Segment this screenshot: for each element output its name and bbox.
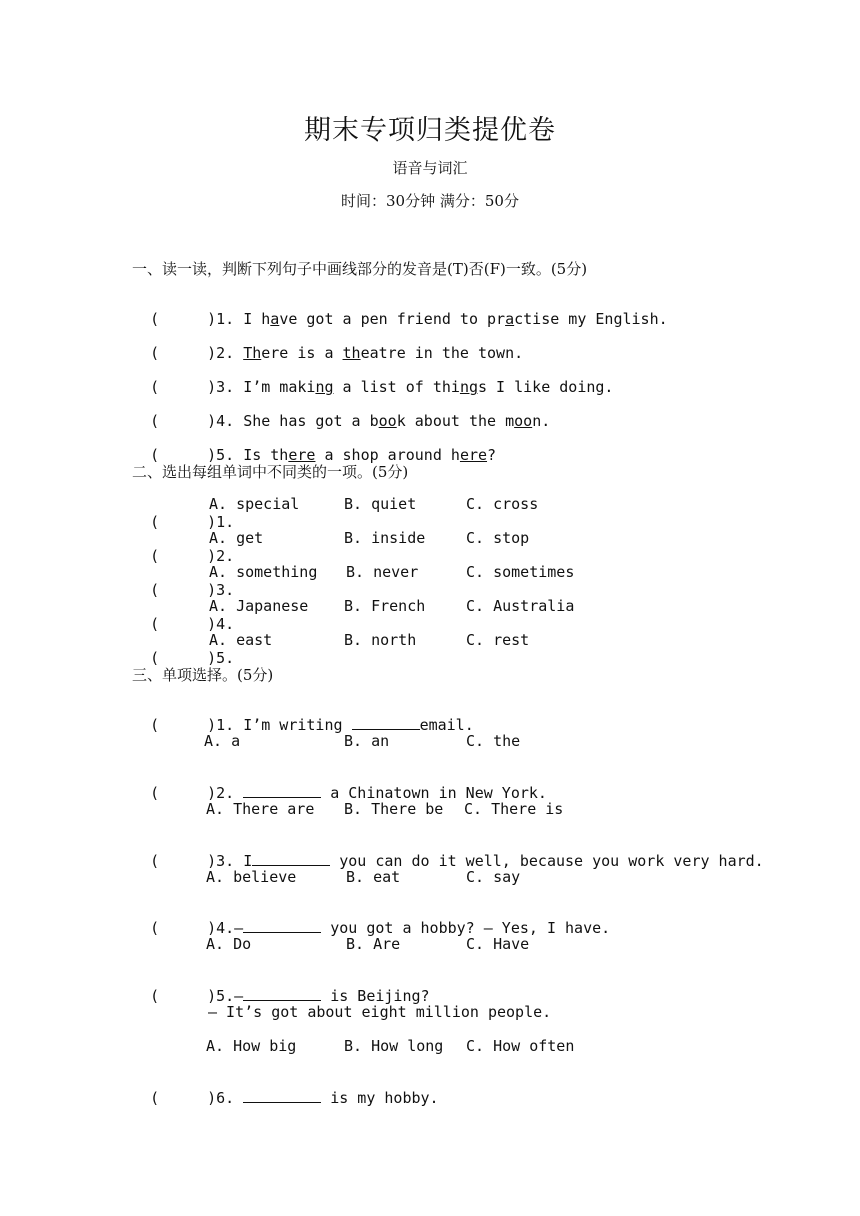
question-number: )2. (207, 344, 235, 362)
option-c: C. cross (466, 495, 539, 513)
question-number: )2. (207, 547, 235, 565)
question-number: )4. (207, 615, 235, 633)
option-a: A. a (204, 732, 241, 750)
answer-paren[interactable]: ( (150, 649, 160, 667)
answer-blank[interactable] (243, 1090, 321, 1103)
underlined-sound: oo (514, 412, 533, 430)
text: you got a hobby? — Yes, I have. (321, 919, 611, 937)
option-b: B. Are (346, 935, 401, 953)
answer-paren[interactable]: ( (150, 1089, 160, 1107)
option-c: C. How often (466, 1037, 575, 1055)
s1-question (132, 428, 496, 464)
s3-options (0, 935, 860, 955)
s1-question (132, 326, 523, 362)
question-number: )1. (207, 716, 235, 734)
option-a: A. get (209, 529, 264, 547)
s3-options (0, 868, 860, 888)
s3-answer-line: — It’s got about eight million people. (208, 1003, 552, 1021)
option-a: A. east (209, 631, 273, 649)
text: I’m maki (243, 378, 316, 396)
option-c: C. Have (466, 935, 530, 953)
option-a: A. special (209, 495, 300, 513)
text: a list of thi (333, 378, 460, 396)
option-c: C. There is (464, 800, 564, 818)
s3-question (132, 901, 610, 937)
option-a: A. Do (206, 935, 252, 953)
section2-heading: 二、选出每组单词中不同类的一项。(5分) (132, 463, 409, 481)
option-c: C. Australia (466, 597, 575, 615)
text: a Chinatown in New York. (321, 784, 547, 802)
text: you can do it well, because you work very hard. (330, 852, 764, 870)
underlined-sound: oo (378, 412, 397, 430)
page-subtitle: 语音与词汇 (392, 159, 468, 177)
answer-paren[interactable]: ( (150, 987, 160, 1005)
s3-question (132, 834, 764, 870)
text: I’m writing (243, 716, 352, 734)
underlined-sound: ng (315, 378, 334, 396)
page-title: 期末专项归类提优卷 (304, 115, 556, 146)
option-b: B. an (344, 732, 390, 750)
underlined-sound: ere (459, 446, 488, 464)
answer-paren[interactable]: ( (150, 581, 160, 599)
option-c: C. the (466, 732, 521, 750)
question-number: )1. (207, 513, 235, 531)
option-c: C. stop (466, 529, 530, 547)
underlined-sound: ng (459, 378, 478, 396)
question-number: )5. (207, 649, 235, 667)
s3-question (132, 1071, 439, 1107)
answer-paren[interactable]: ( (150, 784, 160, 802)
text: email. (419, 716, 474, 734)
text: — (234, 987, 244, 1005)
option-c: C. say (466, 868, 521, 886)
text: — (234, 919, 244, 937)
answer-blank[interactable] (252, 853, 330, 866)
question-number: )6. (207, 1089, 235, 1107)
question-number: )3. (207, 852, 235, 870)
option-b: B. quiet (344, 495, 417, 513)
answer-paren[interactable]: ( (150, 615, 160, 633)
underlined-sound: ere (288, 446, 316, 464)
text: eatre in the town. (360, 344, 524, 362)
s1-question (132, 394, 550, 430)
underlined-sound: Th (243, 344, 262, 362)
answer-paren[interactable]: ( (150, 310, 160, 328)
option-a: A. How big (206, 1037, 297, 1055)
s2-question (132, 495, 732, 531)
text: k about the m (396, 412, 515, 430)
s2-question (132, 597, 732, 633)
answer-paren[interactable]: ( (150, 919, 160, 937)
question-number: )3. (207, 378, 235, 396)
text: is Beijing? (321, 987, 430, 1005)
answer-paren[interactable]: ( (150, 344, 160, 362)
option-b: B. There be (344, 800, 444, 818)
question-number: )2. (207, 784, 235, 802)
text: s I like doing. (478, 378, 614, 396)
answer-paren[interactable]: ( (150, 378, 160, 396)
exam-meta: 时间：30分钟 满分：50分 (341, 192, 519, 210)
option-c: C. sometimes (466, 563, 575, 581)
text: ere is a (261, 344, 343, 362)
text: ve got a pen friend to pr (279, 310, 506, 328)
answer-paren[interactable]: ( (150, 852, 160, 870)
text: Is th (243, 446, 289, 464)
text: She has got a b (243, 412, 379, 430)
text: a shop around h (315, 446, 460, 464)
answer-paren[interactable]: ( (150, 547, 160, 565)
question-number: )3. (207, 581, 235, 599)
answer-paren[interactable]: ( (150, 412, 160, 430)
s3-question (132, 698, 474, 734)
question-number: )4. (207, 919, 235, 937)
answer-paren[interactable]: ( (150, 716, 160, 734)
section3-heading: 三、单项选择。(5分) (132, 666, 274, 684)
option-a: A. Japanese (209, 597, 309, 615)
text: is my hobby. (321, 1089, 439, 1107)
question-number: )5. (207, 446, 235, 464)
option-b: B. eat (346, 868, 401, 886)
s2-question (132, 529, 732, 565)
question-number: )4. (207, 412, 235, 430)
s3-options (0, 1037, 860, 1057)
text: ? (487, 446, 497, 464)
text: n. (532, 412, 551, 430)
underlined-sound: a (270, 310, 280, 328)
answer-blank[interactable] (243, 785, 321, 798)
option-b: B. never (346, 563, 419, 581)
option-b: B. How long (344, 1037, 444, 1055)
text: I (243, 852, 253, 870)
section1-heading: 一、读一读，判断下列句子中画线部分的发音是(T)否(F)一致。(5分) (132, 260, 588, 278)
underlined-sound: th (342, 344, 361, 362)
text: I h (243, 310, 271, 328)
s3-options (0, 800, 860, 820)
answer-blank[interactable] (243, 920, 321, 933)
question-number: )5. (207, 987, 235, 1005)
option-a: A. something (209, 563, 318, 581)
answer-blank[interactable] (243, 988, 321, 1001)
option-c: C. rest (466, 631, 530, 649)
answer-paren[interactable]: ( (150, 513, 160, 531)
option-b: B. French (344, 597, 426, 615)
s1-question (132, 360, 613, 396)
s1-question (132, 292, 668, 328)
text: ctise my English. (514, 310, 668, 328)
answer-paren[interactable]: ( (150, 446, 160, 464)
s2-question (132, 631, 732, 667)
s3-question (132, 969, 430, 1005)
option-a: A. believe (206, 868, 297, 886)
s3-options (0, 732, 860, 752)
answer-blank[interactable] (352, 717, 420, 730)
question-number: )1. (207, 310, 235, 328)
option-b: B. north (344, 631, 417, 649)
option-b: B. inside (344, 529, 426, 547)
underlined-sound: a (505, 310, 515, 328)
s3-question (132, 766, 547, 802)
option-a: A. There are (206, 800, 315, 818)
s2-question (132, 563, 732, 599)
